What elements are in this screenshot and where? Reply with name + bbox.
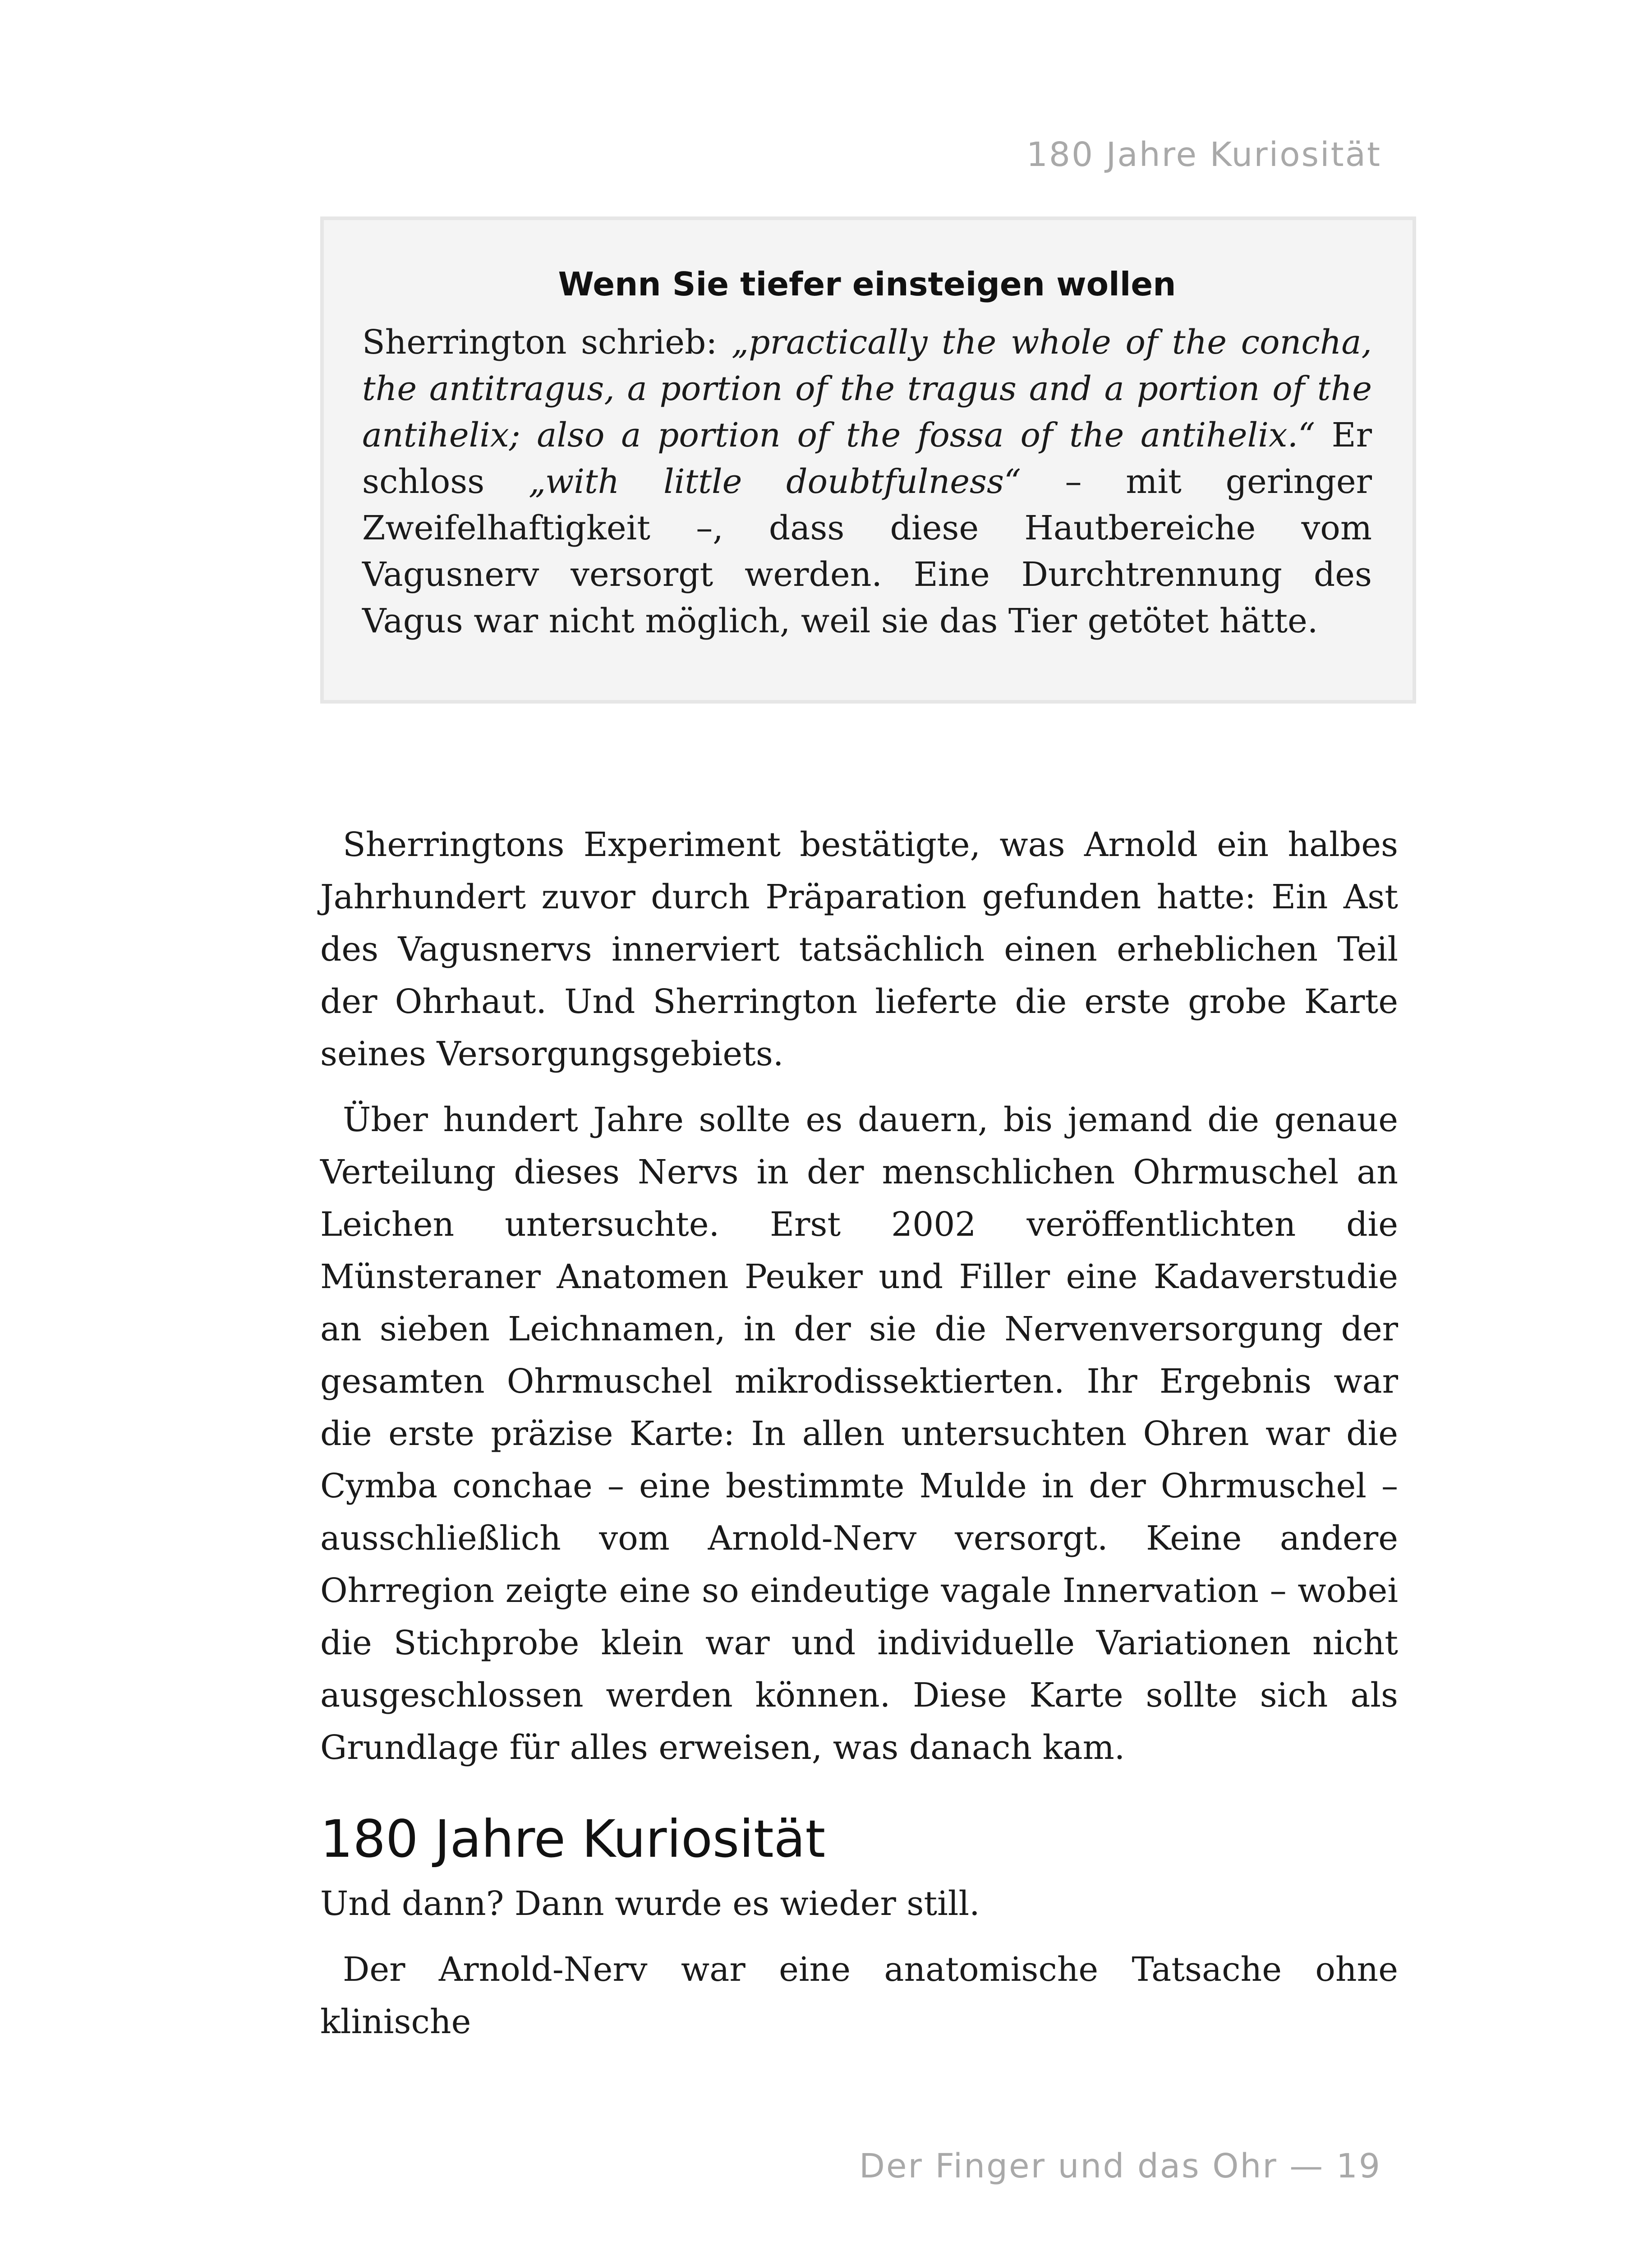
- paragraph: Sherringtons Experiment bestätigte, was Arnold ein halbes Jahrhundert zuvor durch Präparation gefunden hatte: Ein Ast des Vagusnervs innerviert tatsächlich einen erheblichen Teil der Ohrhaut. Und Sherrington lieferte die erste grobe Karte seines Versorgungsgebiets.: [320, 825, 1398, 1073]
- box-text-part: Sherrington schrieb:: [362, 323, 732, 362]
- quote-doubtfulness: „with little doubtfulness“: [528, 462, 1021, 501]
- info-box-title: Wenn Sie tiefer einsteigen wollen: [558, 265, 1176, 303]
- paragraph: Der Arnold-Nerv war eine anatomische Tatsache ohne klinische: [320, 1950, 1398, 2041]
- page-footer: Der Finger und das Ohr — 19: [859, 2147, 1381, 2186]
- body-text: [320, 819, 1398, 2062]
- paragraph: Über hundert Jahre sollte es dauern, bis jemand die genaue Verteilung dieses Nervs in der menschlichen Ohrmuschel an Leichen untersuchte. Erst 2002 veröffentlichten die Münsteraner Anatomen Peuker und Filler eine Kadaverstudie an sieben Leichnamen, in der sie die Nervenversorgung der gesamten Ohrmuschel mikrodissektierten. Ihr Ergebnis war die erste präzise Karte: In allen untersuchten Ohren war die Cymba conchae – eine bestimmte Mulde in der Ohrmuschel – ausschließlich vom Arnold-Nerv versorgt. Keine andere Ohrregion zeigte eine so eindeutige vagale Innervation – wobei die Stichprobe klein war und individuelle Variationen nicht ausgeschlossen werden können. Diese Karte sollte sich als Grundlage für alles erweisen, was danach kam.: [320, 1100, 1398, 1767]
- box-text-part: Er schloss: [362, 416, 1372, 501]
- box-text-part: – mit geringer Zweifelhaftigkeit –, dass diese Hautbereiche vom Vagusnerv versorgt werden. Eine Durchtrennung des Vagus war nicht möglich, weil sie das Tier getötet hätte.: [362, 462, 1372, 640]
- info-box-text: [362, 319, 1372, 644]
- paragraph: Und dann? Dann wurde es wieder still.: [320, 1884, 980, 1923]
- info-box: [320, 216, 1416, 704]
- quote-english: „practically the whole of the concha, the antitragus, a portion of the tragus and a portion of the antihelix; also a portion of the fossa of the antihelix.“: [362, 323, 1372, 455]
- running-head: 180 Jahre Kuriosität: [1026, 135, 1381, 174]
- section-heading: 180 Jahre Kuriosität: [320, 1809, 826, 1869]
